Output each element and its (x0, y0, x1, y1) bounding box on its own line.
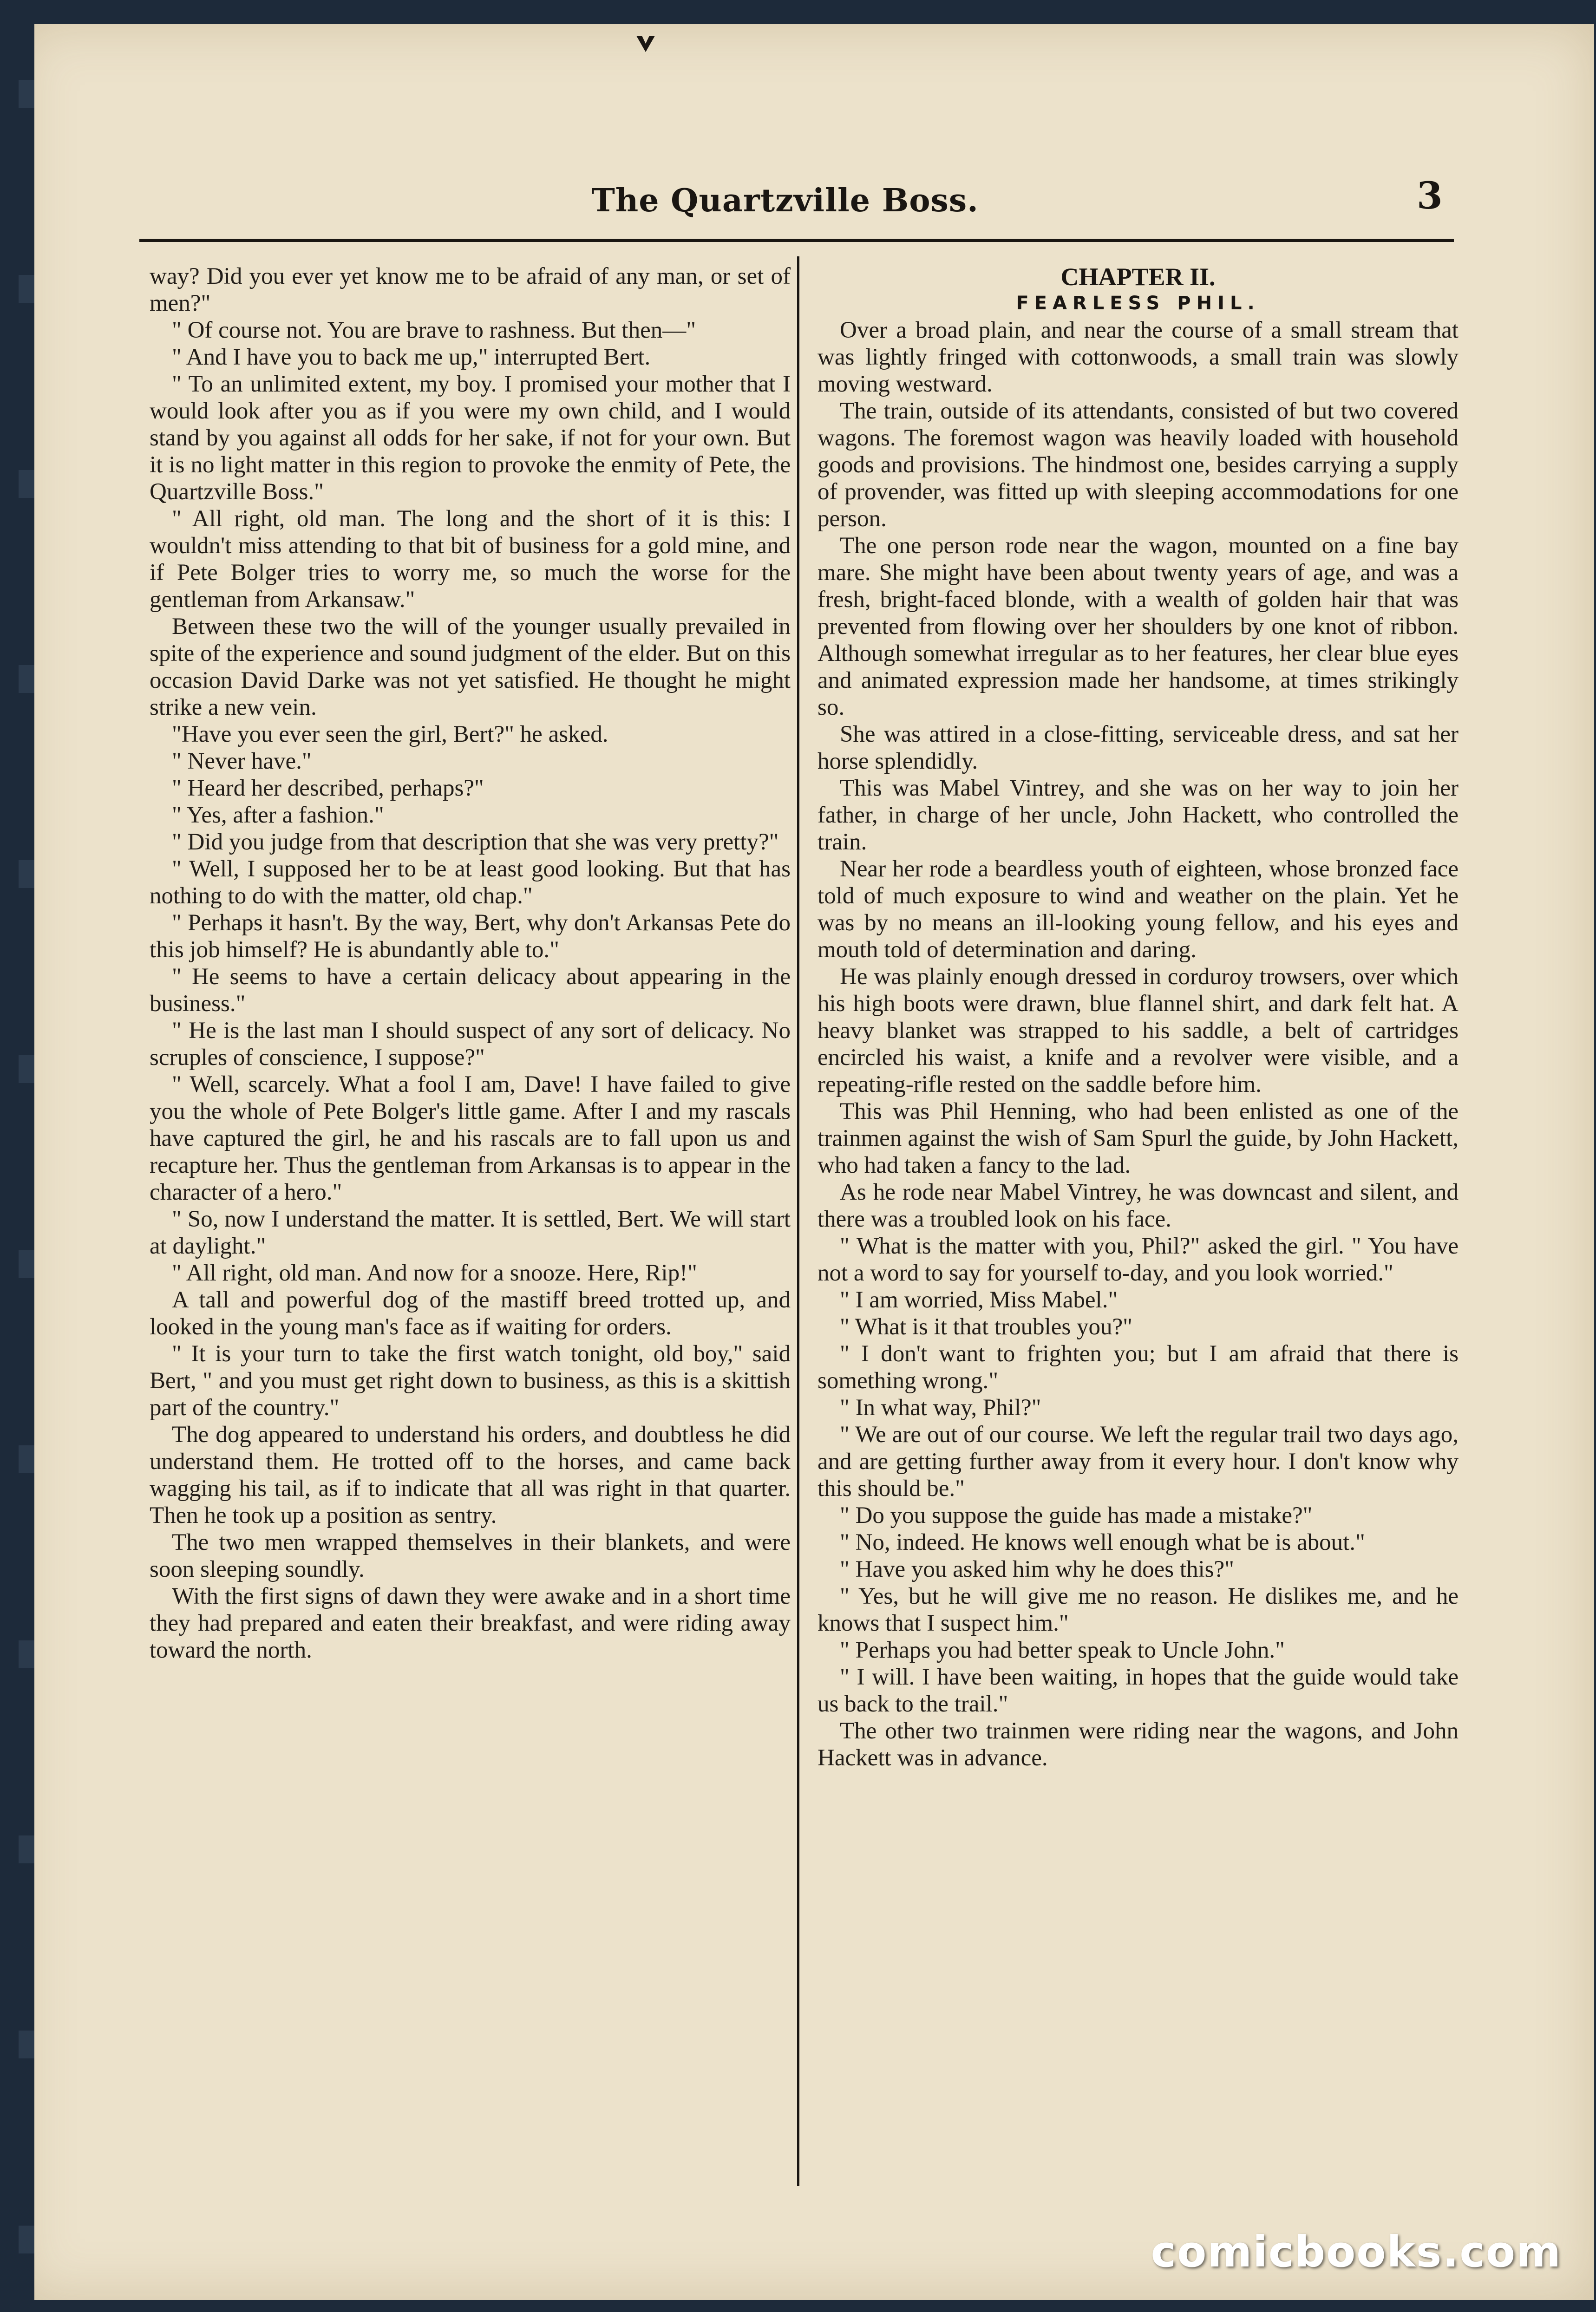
magazine-page (19, 24, 1594, 2300)
paragraph: " It is your turn to take the first watch tonight, old boy," said Bert, " and you must get right down to business, as this is a skittish part of the country." (150, 1341, 791, 1421)
paragraph: This was Mabel Vintrey, and she was on her way to join her father, in charge of her uncle, John Hackett, who controlled the train. (818, 775, 1459, 855)
paragraph: The two men wrapped themselves in their blankets, and were soon sleeping soundly. (150, 1529, 791, 1582)
paragraph: " So, now I understand the matter. It is settled, Bert. We will start at daylight." (150, 1206, 791, 1259)
printer-mark-icon (632, 33, 660, 57)
paragraph: " Yes, after a fashion." (172, 802, 384, 828)
paragraph: " Well, scarcely. What a fool I am, Dave! I have failed to give you the whole of Pete Bolger's little game. After I and my rascals have captured the girl, he and his rascals are to fall upon us and recapture her. Thus the gentleman from Arkansas is to appear in the character of a hero." (150, 1071, 791, 1205)
paragraph: As he rode near Mabel Vintrey, he was downcast and silent, and there was a troubled look on his face. (818, 1179, 1459, 1232)
paragraph: " Yes, but he will give me no reason. He dislikes me, and he knows that I suspect him." (818, 1583, 1459, 1636)
paragraph: " Perhaps you had better speak to Uncle John." (840, 1637, 1285, 1663)
paragraph: " Did you judge from that description that she was very pretty?" (172, 829, 779, 855)
paragraph: "Have you ever seen the girl, Bert?" he asked. (172, 721, 608, 747)
site-watermark: comicbooks.com (1151, 2227, 1562, 2277)
paragraph: " He seems to have a certain delicacy about appearing in the business." (150, 964, 791, 1017)
paragraph: The one person rode near the wagon, mounted on a fine bay mare. She might have been about twenty years of age, and was a fresh, bright-faced blonde, with a wealth of golden hair that was prevented from flowing over her shoulders by one knot of ribbon. Although somewhat irregular as to her features, her clear blue eyes and animated expression made her handsome, at times strikingly so. (818, 533, 1459, 720)
paragraph: This was Phil Henning, who had been enlisted as one of the trainmen against the wish of Sam Spurl the guide, by John Hackett, who had taken a fancy to the lad. (818, 1098, 1459, 1178)
paragraph: A tall and powerful dog of the mastiff breed trotted up, and looked in the young man's face as if waiting for orders. (150, 1287, 791, 1340)
paragraph: " What is it that troubles you?" (840, 1314, 1132, 1340)
chapter-subtitle: FEARLESS PHIL. (1016, 293, 1260, 314)
right-column (818, 263, 1459, 1771)
paragraph: " And I have you to back me up," interrupted Bert. (172, 344, 651, 370)
paragraph: He was plainly enough dressed in corduroy trowsers, over which his high boots were drawn, blue flannel shirt, and dark felt hat. A heavy blanket was strapped to his saddle, a belt of cartridges encircled his waist, a knife and a revolver were visible, and a repeating-rifle rested on the saddle before him. (818, 964, 1459, 1097)
paragraph: " I will. I have been waiting, in hopes that the guide would take us back to the trail." (818, 1664, 1459, 1717)
paragraph: " Perhaps it hasn't. By the way, Bert, why don't Arkansas Pete do this job himself? He is abundantly able to." (150, 910, 791, 963)
binding-edge (19, 24, 34, 2300)
paragraph: " Have you asked him why he does this?" (840, 1556, 1234, 1582)
header-rule (139, 239, 1454, 242)
paragraph: She was attired in a close-fitting, serviceable dress, and sat her horse splendidly. (818, 721, 1459, 774)
column-divider (797, 256, 799, 2186)
running-title: The Quartzville Boss. (591, 182, 979, 219)
paragraph: " I am worried, Miss Mabel." (840, 1287, 1118, 1313)
paragraph: " He is the last man I should suspect of any sort of delicacy. No scruples of conscience, I suppose?" (150, 1018, 791, 1071)
paragraph: " To an unlimited extent, my boy. I promised your mother that I would look after you as if you were my own child, and I would stand by you against all odds for her sake, if not for your own. But it is no light matter in this region to provoke the enmity of Pete, the Quartzville Boss." (150, 371, 791, 505)
left-column (150, 263, 791, 1664)
paragraph: The dog appeared to understand his orders, and doubtless he did understand them. He trotted off to the horses, and came back wagging his tail, as if to indicate that all was right in that quarter. Then he took up a position as sentry. (150, 1422, 791, 1528)
paragraph: " Never have." (172, 748, 312, 774)
paragraph: " What is the matter with you, Phil?" asked the girl. " You have not a word to say for yourself to-day, and you look worried." (818, 1233, 1459, 1286)
paragraph: " Well, I supposed her to be at least good looking. But that has nothing to do with the matter, old chap." (150, 856, 791, 909)
paragraph: With the first signs of dawn they were awake and in a short time they had prepared and eaten their breakfast, and were riding away toward the north. (150, 1583, 791, 1663)
paragraph: The other two trainmen were riding near the wagons, and John Hackett was in advance. (818, 1718, 1459, 1771)
page-number: 3 (1417, 174, 1443, 217)
paragraph: Between these two the will of the younger usually prevailed in spite of the experience and sound judgment of the elder. But on this occasion David Darke was not yet satisfied. He thought he might strike a new vein. (150, 614, 791, 720)
paragraph: The train, outside of its attendants, consisted of but two covered wagons. The foremost wagon was heavily loaded with household goods and provisions. The hindmost one, besides carrying a supply of provender, was fitted up with sleeping accommodations for one person. (818, 398, 1459, 532)
paragraph: Near her rode a beardless youth of eighteen, whose bronzed face told of much exposure to wind and weather on the plain. Yet he was by no means an ill-looking young fellow, and his eyes and mouth told of determination and daring. (818, 856, 1459, 963)
paragraph: " Do you suppose the guide has made a mistake?" (840, 1502, 1313, 1528)
paragraph: " No, indeed. He knows well enough what be is about." (840, 1529, 1365, 1555)
paragraph: " All right, old man. And now for a snooze. Here, Rip!" (172, 1260, 697, 1286)
paragraph: " We are out of our course. We left the regular trail two days ago, and are getting further away from it every hour. I don't know why this should be." (818, 1422, 1459, 1502)
paragraph: " I don't want to frighten you; but I am afraid that there is something wrong." (818, 1341, 1459, 1394)
paragraph: " In what way, Phil?" (840, 1395, 1041, 1421)
paragraph: " Of course not. You are brave to rashness. But then—" (172, 317, 696, 343)
chapter-title: CHAPTER II. (1060, 263, 1216, 291)
paragraph: way? Did you ever yet know me to be afraid of any man, or set of men?" (150, 263, 791, 316)
paragraph: " Heard her described, perhaps?" (172, 775, 484, 801)
paragraph: Over a broad plain, and near the course of a small stream that was lightly fringed with cottonwoods, a small train was slowly moving westward. (818, 317, 1459, 397)
paragraph: " All right, old man. The long and the short of it is this: I wouldn't miss attending to that bit of business for a gold mine, and if Pete Bolger tries to worry me, so much the worse for the gentleman from Arkansaw." (150, 506, 791, 613)
